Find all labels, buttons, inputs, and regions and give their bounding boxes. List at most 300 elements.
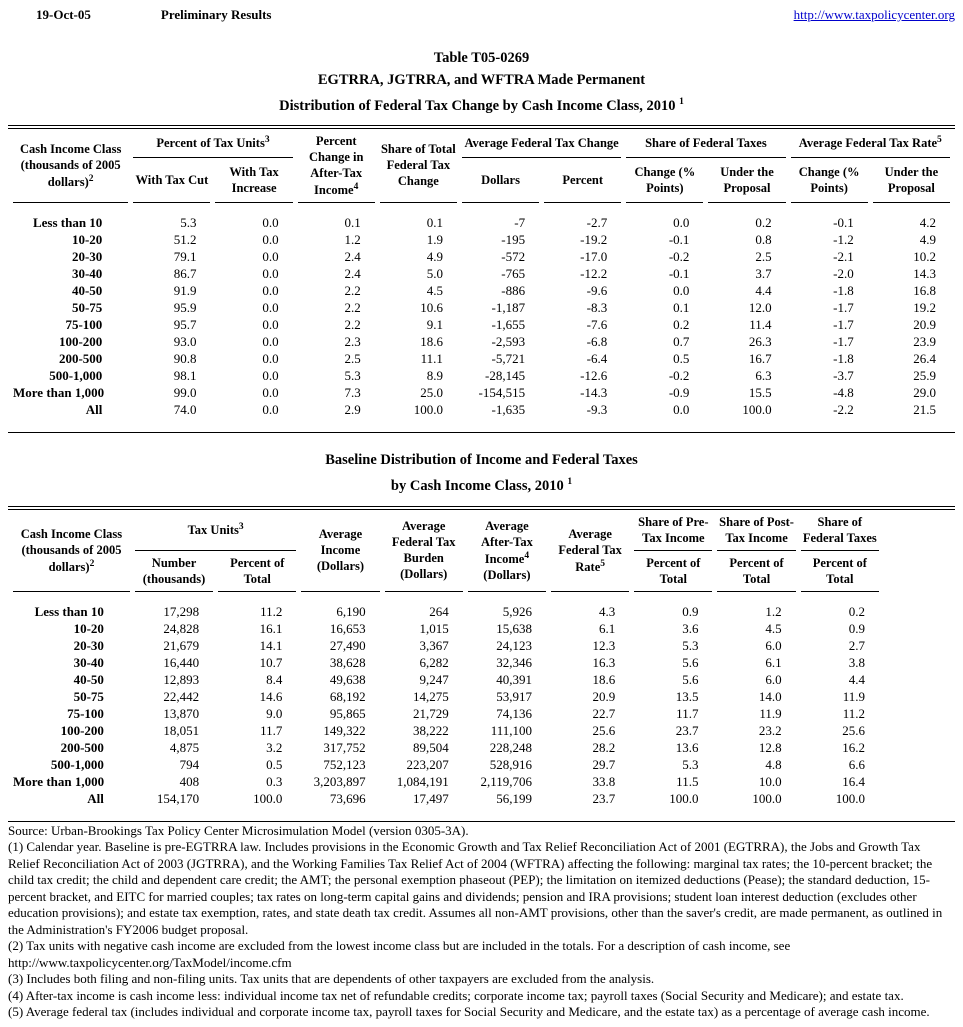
table-cell: 0.0 [262,316,279,332]
table-cell: 25.6 [842,722,865,738]
table-cell: 11.9 [759,705,782,721]
footnote-line: (1) Calendar year. Baseline is pre-EGTRRA law. Includes provisions in the Economic Growth and Tax Relief Reconciliation Act of 2001 (EGTRRA), the Jobs and Growth Tax Relief Reconciliation Act of 2003 (JGTRRA), and the Working Families Tax Relief Act of 2004 (WFTRA) affecting the following: marginal tax rates; the 10-percent bracket; the child tax credit; the child and dependent care credit; the AMT; the personal exemption phaseout (PEP); the limitation on itemized deductions (Pease); the standard deduction, 15-percent bracket, and EITC for married couples; tax rates on long-term capital gains and dividends; pension and IRA provisions; student loan interest deduction (excludes other education provisions); and estate tax exemption, rates, and state death tax credit. Assumes all non-AMT provisions, other than the saver's credit, are made permanent, as outlined in the Administration's FY2006 budget proposal. [8,839,943,937]
table1-title-block [8,47,955,117]
table-cell: 38,222 [413,722,449,738]
table-cell: 0.0 [673,214,690,230]
table-row [13,367,950,384]
row-label: 30-40 [73,654,104,670]
table-row [13,265,950,282]
table-cell: 40,391 [496,671,533,687]
table-row [13,620,879,637]
row-label: 40-50 [71,282,103,298]
table-cell: 13.6 [675,739,699,755]
footnote-line: (3) Includes both filing and non-filing units. Tax units that are dependents of other taxpayers are excluded from the analysis. [8,971,655,987]
table-cell: 8.4 [266,671,283,687]
table-row [13,384,950,401]
table-cell: 90.8 [173,350,197,366]
table-cell: 12.0 [748,299,772,315]
col-group-tax-units: Tax Units$^3$ [135,510,296,551]
table-cell: 2.2 [344,316,361,332]
table-cell: 15.5 [748,384,772,400]
table-cell: 9.0 [266,705,283,721]
col-header-average-federal-tax-burden: Average Federal Tax Burden (Dollars) [385,510,463,592]
table-cell: 3,367 [419,637,449,653]
col-header-with-tax-increase: With Tax Increase [215,158,292,203]
table-cell: 9.1 [426,316,443,332]
table-cell: 51.2 [173,231,197,247]
table-cell: 0.0 [262,248,279,264]
table-cell: 5.3 [682,756,699,772]
table-cell: 228,248 [489,739,533,755]
table-cell: -1.2 [833,231,854,247]
table-cell: 2.3 [344,333,361,349]
table-cell: 53,917 [496,688,533,704]
table-cell: 56,199 [496,790,533,806]
table-cell: 26.4 [913,350,936,366]
table-cell: 95,865 [329,705,366,721]
table-cell: 21,679 [163,637,200,653]
row-label: Less than 10 [32,214,103,230]
table-cell: 1.2 [344,231,361,247]
table-cell: 0.2 [673,316,690,332]
table-cell: 528,916 [489,756,533,772]
col-header-number-thousands: Number (thousands) [135,551,213,592]
col-group-average-federal-tax-rate: Average Federal Tax Rate$^5$ [791,129,950,158]
table-cell: -1.7 [833,299,854,315]
table-cell: 0.7 [673,333,690,349]
table-row [13,350,950,367]
table-cell: 149,322 [323,722,366,738]
table-cell: 68,192 [329,688,366,704]
table-cell: 100.0 [413,401,443,417]
row-label: All [85,401,103,417]
table-cell: 6.6 [848,756,865,772]
table-cell: -0.2 [668,248,690,264]
table-cell: 16.1 [259,620,283,636]
table-cell: 10.6 [420,299,443,315]
table-cell: 27,490 [329,637,366,653]
col-header-average-income: Average Income (Dollars) [301,510,379,592]
table-cell: 1,084,191 [396,773,449,789]
table-cell: -6.4 [586,350,608,366]
table-cell: 0.0 [262,367,279,383]
table-cell: 0.0 [262,401,279,417]
table-cell: 4.4 [848,671,865,687]
table-cell: 20.9 [913,316,936,332]
table-cell: 5.0 [426,265,443,281]
table-cell: 4.5 [426,282,443,298]
row-label: 200-500 [60,739,104,755]
table-cell: 4.8 [765,756,782,772]
row-label: More than 1,000 [13,384,105,400]
table-cell: 0.0 [673,282,690,298]
table-cell: 33.8 [592,773,616,789]
table-cell: -19.2 [580,231,608,247]
col-header-percent-change-after-tax-income: Percent Change in After-Tax Income$^4$ [298,129,375,203]
table-cell: -0.1 [668,265,690,281]
table-cell: 25.6 [592,722,616,738]
table-cell: -28,145 [485,367,526,383]
table-cell: 0.5 [673,350,690,366]
taxpolicycenter-link[interactable]: http://www.taxpolicycenter.org [793,7,955,22]
table1-subtitle: EGTRRA, JGTRRA, and WFTRA Made Permanent [317,72,646,88]
tax-change-table [8,129,955,418]
table-cell: -4.8 [833,384,854,400]
table-row [13,654,879,671]
row-label: 40-50 [73,671,104,687]
table-cell: 28.2 [592,739,616,755]
table-cell: 26.3 [748,333,772,349]
table-cell: -6.8 [586,333,608,349]
table-row [13,333,950,350]
table-cell: 3,203,897 [313,773,366,789]
table-cell: 2.4 [344,265,361,281]
table-row [13,248,950,265]
table-cell: 23.7 [675,722,699,738]
col-group-share-of-federal-taxes: Share of Federal Taxes [801,510,879,551]
tax-change-table-wrap [8,125,955,433]
row-label: 100-200 [60,722,104,738]
table-cell: 16.3 [592,654,616,670]
tax-change-table-body [13,203,950,418]
table-row [13,722,879,739]
table-cell: 2.9 [344,401,361,417]
table-cell: 11.2 [842,705,865,721]
table-cell: -3.7 [833,367,854,383]
table-cell: 2.2 [344,299,361,315]
table-cell: 91.9 [173,282,197,298]
table-cell: 100.0 [742,401,772,417]
table-cell: 0.0 [262,214,279,230]
table-row [13,203,950,231]
col-header-percent-of-total: Percent of Total [717,551,795,592]
table2-caption: by Cash Income Class, 2010 $^1$ [390,476,573,494]
table-cell: 4,875 [169,739,200,755]
table-cell: 13.5 [675,688,699,704]
table-cell: -12.2 [580,265,608,281]
table-cell: 0.0 [262,333,279,349]
table-cell: 3.2 [266,739,283,755]
table-cell: 6.0 [765,637,782,653]
col-header-percent-of-total: Percent of Total [801,551,879,592]
table-cell: -0.2 [668,367,690,383]
table-cell: 100.0 [752,790,782,806]
row-label: All [87,790,104,806]
table-cell: -7.6 [586,316,608,332]
table-cell: 17,497 [413,790,449,806]
table-cell: 16.2 [842,739,865,755]
row-label: 10-20 [73,620,104,636]
table-row [13,592,879,620]
table-cell: 14.6 [259,688,283,704]
table2-title-block [8,449,955,497]
row-label: 500-1,000 [49,367,103,383]
table-cell: 9,247 [419,671,449,687]
table-cell: -0.1 [833,214,854,230]
table-cell: 12.8 [758,739,782,755]
footnote-line: (5) Average federal tax (includes individual and corporate income tax, payroll taxes for Social Security and Medicare, and the estate tax) as a percentage of average cash income. [8,1004,930,1020]
table-cell: 264 [429,603,449,619]
table2-title: Baseline Distribution of Income and Federal Taxes [325,451,638,468]
table-cell: 16.4 [842,773,865,789]
table-cell: 0.9 [682,603,699,619]
table-cell: 6.0 [765,671,782,687]
col-header-average-federal-tax-rate: Average Federal Tax Rate$^5$ [551,510,629,592]
table-cell: 0.2 [755,214,772,230]
table-cell: 22,442 [163,688,200,704]
table-cell: 6.1 [598,620,616,636]
table-cell: 16,653 [329,620,366,636]
row-label: More than 1,000 [13,773,105,789]
col-header-average-after-tax-income: Average After-Tax Income$^4$ (Dollars) [468,510,546,592]
table-cell: 12.3 [592,637,616,653]
col-group-share-of-post-tax-income: Share of Post-Tax Income [717,510,795,551]
table-cell: -0.9 [668,384,690,400]
table-cell: 5.6 [682,654,699,670]
table-cell: 100.0 [669,790,699,806]
table-cell: 317,752 [323,739,366,755]
row-label: 20-30 [73,637,104,653]
row-label: 50-75 [73,688,104,704]
table-cell: 5.3 [180,214,197,230]
table-cell: 25.9 [913,367,936,383]
page-header [8,4,955,23]
table-row [13,671,879,688]
table-cell: -2.0 [833,265,854,281]
col-header-share-of-total-federal-tax-change: Share of Total Federal Tax Change [380,129,457,203]
table-cell: 14.3 [913,265,936,281]
footnote-line: Source: Urban-Brookings Tax Policy Center Microsimulation Model (version 0305-3A). [8,822,469,838]
table-cell: 2.4 [344,248,361,264]
table-row [13,790,879,807]
table-cell: 7.3 [344,384,361,400]
table-cell: 79.1 [173,248,197,264]
table-cell: 29.7 [592,756,616,772]
table-cell: 32,346 [496,654,533,670]
date-label: 19-Oct-05 [36,7,91,22]
row-label: Less than 10 [34,603,104,619]
col-group-average-federal-tax-change: Average Federal Tax Change [462,129,621,158]
table-cell: 0.0 [262,384,279,400]
table-cell: -8.3 [586,299,608,315]
row-label: 75-100 [65,316,103,332]
table-cell: 154,170 [156,790,200,806]
table-cell: 3.8 [848,654,865,670]
table-cell: 18,051 [163,722,200,738]
table-cell: -14.3 [580,384,608,400]
table-cell: 223,207 [406,756,449,772]
table-cell: 4.5 [765,620,782,636]
table-cell: 16,440 [163,654,200,670]
table-cell: 49,638 [329,671,366,687]
table-cell: 10.2 [913,248,936,264]
table-cell: -1.7 [833,316,854,332]
table-cell: -1,655 [491,316,526,332]
col-header-with-tax-cut: With Tax Cut [133,158,210,203]
table-cell: 74.0 [173,401,197,417]
table-row [13,705,879,722]
table-cell: 89,504 [413,739,449,755]
table-cell: 11.7 [676,705,699,721]
table-cell: 6,282 [419,654,449,670]
footnotes [8,823,955,1021]
table-cell: 3.7 [755,265,772,281]
table-cell: 19.2 [913,299,936,315]
table-row [13,231,950,248]
table-cell: 4.3 [598,603,616,619]
table-cell: 98.1 [173,367,197,383]
table-cell: 100.0 [253,790,283,806]
row-label: 200-500 [58,350,103,366]
table-cell: 2.5 [755,248,772,264]
table-cell: 0.8 [755,231,772,247]
table-cell: -1.7 [833,333,854,349]
table-cell: 10.0 [758,773,782,789]
baseline-table [8,510,884,807]
table-cell: 21.5 [913,401,936,417]
table-cell: 2.5 [344,350,361,366]
baseline-table-wrap [8,506,955,822]
table-cell: 2,119,706 [480,773,533,789]
table-cell: 16.8 [913,282,936,298]
table-cell: -9.6 [586,282,608,298]
table-cell: 0.3 [266,773,283,789]
table-cell: -2.1 [833,248,854,264]
table-cell: -886 [501,282,526,298]
table-row [13,282,950,299]
table-cell: 14.0 [758,688,782,704]
row-label: 10-20 [71,231,103,247]
table-cell: 408 [179,773,200,789]
table-cell: 0.0 [262,265,279,281]
baseline-table-body [13,592,879,807]
table-cell: 14,275 [413,688,449,704]
table-cell: 18.6 [592,671,616,687]
table-cell: 1,015 [419,620,449,636]
table-cell: 23.7 [592,790,616,806]
table-cell: 24,123 [496,637,533,653]
table-cell: 4.9 [919,231,936,247]
table-cell: 4.9 [426,248,443,264]
table-row [13,637,879,654]
table-cell: 6.3 [755,367,772,383]
row-label: 75-100 [67,705,104,721]
table-cell: 2.2 [344,282,361,298]
table-cell: 0.1 [344,214,361,230]
table-cell: 14.1 [259,637,283,653]
table-cell: 29.0 [913,384,936,400]
table-cell: -0.1 [668,231,690,247]
table-cell: 11.5 [676,773,699,789]
table-cell: 93.0 [173,333,197,349]
table-row [13,773,879,790]
row-label: 500-1,000 [50,756,104,772]
table-cell: 0.1 [426,214,443,230]
table-cell: 0.1 [673,299,690,315]
table-cell: 0.0 [262,350,279,366]
preliminary-results-label: Preliminary Results [160,7,272,22]
table-cell: -2.2 [833,401,854,417]
table-cell: 0.0 [262,282,279,298]
footnote-line: http://www.taxpolicycenter.org/TaxModel/income.cfm [8,954,292,970]
table-cell: -1,635 [491,401,526,417]
table-cell: 4.2 [919,214,936,230]
row-label: 30-40 [71,265,103,281]
table-cell: -9.3 [586,401,608,417]
col-header-dollars: Dollars [462,158,539,203]
table-cell: -572 [501,248,526,264]
table-row [13,316,950,333]
table-cell: 752,123 [323,756,366,772]
table-cell: 0.2 [848,603,865,619]
table-cell: 0.0 [262,299,279,315]
table-cell: 20.9 [592,688,616,704]
table-cell: 95.7 [173,316,197,332]
table-cell: 22.7 [592,705,616,721]
col-group-share-of-federal-taxes: Share of Federal Taxes [626,129,785,158]
table-row [13,756,879,773]
table-cell: 99.0 [173,384,197,400]
table-cell: -2,593 [491,333,526,349]
table-cell: 11.4 [749,316,772,332]
table-cell: 86.7 [173,265,197,281]
table-cell: 16.7 [748,350,772,366]
table-cell: -195 [501,231,526,247]
table-cell: -154,515 [478,384,526,400]
table-cell: 11.2 [260,603,283,619]
table-cell: 13,870 [163,705,200,721]
table-cell: 2.7 [848,637,865,653]
row-label: 100-200 [58,333,103,349]
table-cell: 5,926 [502,603,533,619]
table-cell: 8.9 [426,367,443,383]
col-header-under-the-proposal: Under the Proposal [873,158,950,203]
table-cell: 23.2 [758,722,782,738]
col-header-change-points: Change (% Points) [791,158,868,203]
table-cell: 38,628 [329,654,366,670]
table-row [13,688,879,705]
table-cell: 21,729 [413,705,449,721]
col-header-percent: Percent [544,158,621,203]
table-cell: -12.6 [580,367,608,383]
col-header-percent-of-total: Percent of Total [634,551,712,592]
col-header-under-the-proposal: Under the Proposal [708,158,785,203]
table1-caption: Distribution of Federal Tax Change by Cash Income Class, 2010 $^1$ [279,97,684,114]
table-cell: 11.1 [420,350,443,366]
table-cell: 18.6 [420,333,443,349]
table-row [13,739,879,756]
col-header-cash-income-class: Cash Income Class (thousands of 2005 dollars)$^2$ [13,129,128,203]
table-cell: 11.7 [260,722,283,738]
row-label: 50-75 [71,299,103,315]
table-cell: 5.6 [682,671,699,687]
table-cell: 24,828 [163,620,200,636]
table-cell: 111,100 [490,722,533,738]
table-cell: 5.3 [682,637,699,653]
col-header-cash-income-class: Cash Income Class (thousands of 2005 dollars)$^2$ [13,510,130,592]
table-cell: 0.5 [266,756,283,772]
table-cell: -1.8 [833,282,854,298]
table1-number: Table T05-0269 [433,50,530,66]
table-cell: 74,136 [496,705,533,721]
table-cell: -1.8 [833,350,854,366]
table-cell: 0.9 [848,620,865,636]
col-header-percent-of-total: Percent of Total [218,551,296,592]
table-cell: 23.9 [913,333,936,349]
table-cell: -765 [501,265,526,281]
table-cell: 10.7 [259,654,283,670]
table-cell: 95.9 [173,299,197,315]
